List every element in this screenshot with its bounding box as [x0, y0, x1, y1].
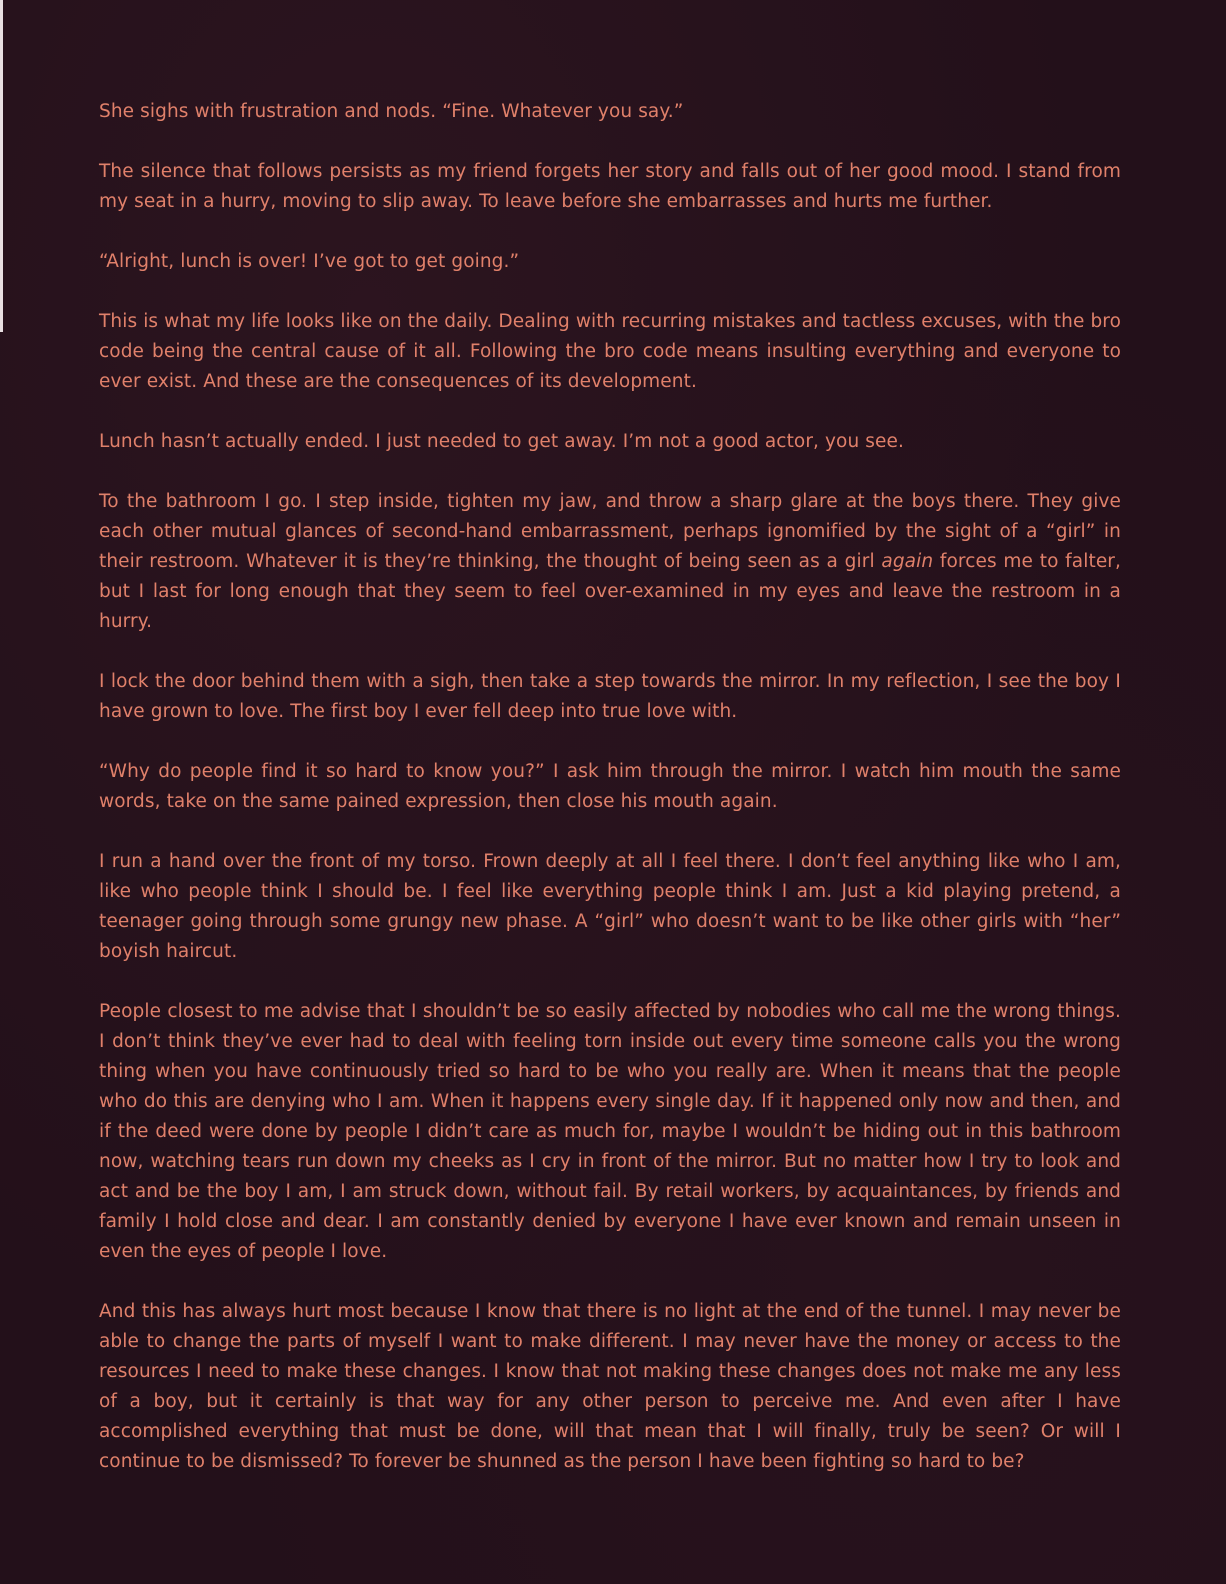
paragraph-5: Lunch hasn’t actually ended. I just needed to get away. I’m not a good actor, you see. — [99, 431, 904, 452]
paragraph-2: The silence that follows persists as my friend forgets her story and falls out of her good mood. I stand from my seat in a hurry, moving to slip away. To leave before she embarrasses and hurts me further. — [99, 161, 1121, 212]
paragraph-10: People closest to me advise that I shouldn’t be so easily affected by nobodies who call me the wrong things. I don’t think they’ve ever had to deal with feeling torn inside out every time someone calls you the wrong thing when you have continuously tried so hard to be who you really are. When it means that the people who do this are denying who I am. When it happens every single day. If it happened only now and then, and if the deed were done by people I didn’t care as much for, maybe I wouldn’t be hiding out in this bathroom now, watching tears run down my cheeks as I cry in front of the mirror. But no matter how I try to look and act and be the boy I am, I am struck down, without fail. By retail workers, by acquaintances, by friends and family I hold close and dear. I am constantly denied by everyone I have ever known and remain unseen in even the eyes of people I love. — [99, 1001, 1121, 1262]
story-text — [99, 97, 1121, 1507]
paragraph-6-emphasis: again — [881, 551, 934, 572]
paragraph-3: “Alright, lunch is over! I’ve got to get going.” — [99, 251, 520, 272]
paragraph-7: I lock the door behind them with a sigh, then take a step towards the mirror. In my reflection, I see the boy I have grown to love. The first boy I ever fell deep into true love with. — [99, 671, 1121, 722]
paragraph-6-after: forces me to falter, but I last for long enough that they seem to feel over-examined in my eyes and leave the restroom in a hurry. — [99, 551, 1121, 632]
page-edge-mark — [0, 0, 3, 332]
paragraph-11: And this has always hurt most because I know that there is no light at the end of the tunnel. I may never be able to change the parts of myself I want to make different. I may never have the money or access to the resources I need to make these changes. I know that not making these changes does not make me any less of a boy, but it certainly is that way for any other person to perceive me. And even after I have accomplished everything that must be done, will that mean that I will finally, truly be seen? Or will I continue to be dismissed? To forever be shunned as the person I have been fighting so hard to be? — [99, 1301, 1121, 1472]
paragraph-9: I run a hand over the front of my torso. Frown deeply at all I feel there. I don’t feel anything like who I am, like who people think I should be. I feel like everything people think I am. Just a kid playing pretend, a teenager going through some grungy new phase. A “girl” who doesn’t want to be like other girls with “her” boyish haircut. — [99, 851, 1121, 962]
paragraph-8: “Why do people find it so hard to know you?” I ask him through the mirror. I watch him mouth the same words, take on the same pained expression, then close his mouth again. — [99, 761, 1121, 812]
paragraph-6-before: To the bathroom I go. I step inside, tighten my jaw, and throw a sharp glare at the boys there. They give each other mutual glances of second-hand embarrassment, perhaps ignomified by the sight of a “girl” in their restroom. Whatever it is they’re thinking, the thought of being seen as a girl — [99, 491, 1121, 572]
paragraph-4: This is what my life looks like on the daily. Dealing with recurring mistakes and tactless excuses, with the bro code being the central cause of it all. Following the bro code means insulting everything and everyone to ever exist. And these are the consequences of its development. — [99, 311, 1121, 392]
paragraph-6 — [99, 487, 1121, 637]
paragraph-1: She sighs with frustration and nods. “Fine. Whatever you say.” — [99, 101, 684, 122]
